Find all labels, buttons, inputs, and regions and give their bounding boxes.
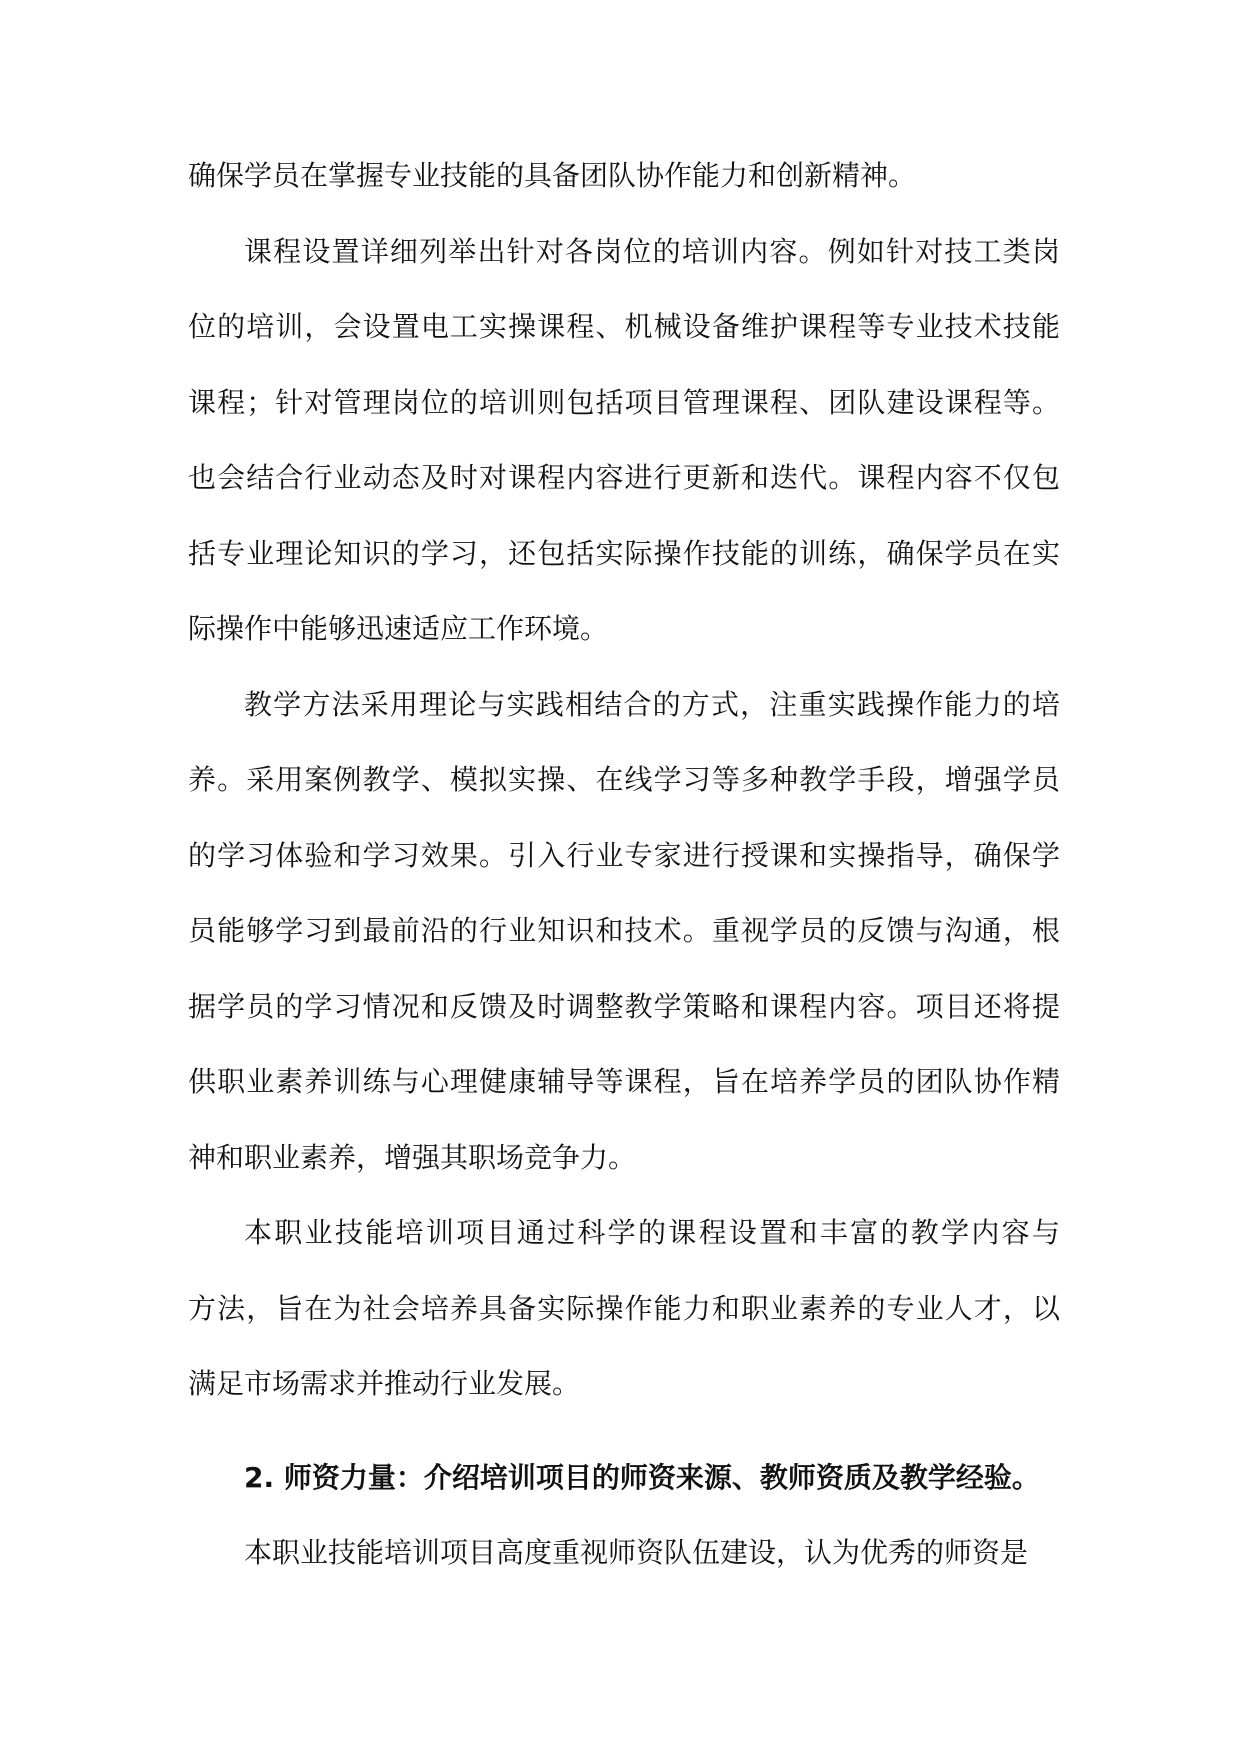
paragraph-line: 员能够学习到最前沿的行业知识和技术。重视学员的反馈与沟通，根 [188, 914, 1060, 947]
paragraph-line: 课程；针对管理岗位的培训则包括项目管理课程、团队建设课程等。 [188, 385, 1060, 419]
paragraph-line: 确保学员在掌握专业技能的具备团队协作能力和创新精神。 [188, 159, 917, 192]
paragraph-line: 本职业技能培训项目高度重视师资队伍建设，认为优秀的师资是 [244, 1536, 1029, 1569]
paragraph-line: 神和职业素养，增强其职场竞争力。 [188, 1140, 637, 1174]
section-heading: 2. 师资力量：介绍培训项目的师资来源、教师资质及教学经验。 [244, 1460, 1040, 1494]
paragraph-line: 本职业技能培训项目通过科学的课程设置和丰富的教学内容与 [244, 1216, 1060, 1249]
paragraph-line: 供职业素养训练与心理健康辅导等课程，旨在培养学员的团队协作精 [188, 1065, 1060, 1098]
paragraph-line: 际操作中能够迅速适应工作环境。 [188, 612, 609, 645]
paragraph-line: 的学习体验和学习效果。引入行业专家进行授课和实操指导，确保学 [188, 838, 1060, 872]
paragraph-line: 课程设置详细列举出针对各岗位的培训内容。例如针对技工类岗 [244, 234, 1060, 268]
paragraph-line: 教学方法采用理论与实践相结合的方式，注重实践操作能力的培 [244, 687, 1060, 721]
paragraph-line: 养。采用案例教学、模拟实操、在线学习等多种教学手段，增强学员 [188, 763, 1060, 796]
paragraph-line: 括专业理论知识的学习，还包括实际操作技能的训练，确保学员在实 [188, 536, 1060, 570]
paragraph-line: 满足市场需求并推动行业发展。 [188, 1367, 581, 1400]
paragraph-line: 方法，旨在为社会培养具备实际操作能力和职业素养的专业人才，以 [188, 1291, 1060, 1325]
document-page [188, 138, 1060, 1591]
paragraph-line: 也会结合行业动态及时对课程内容进行更新和迭代。课程内容不仅包 [188, 461, 1060, 494]
paragraph-line: 据学员的学习情况和反馈及时调整教学策略和课程内容。项目还将提 [188, 989, 1060, 1023]
paragraph-line: 位的培训，会设置电工实操课程、机械设备维护课程等专业技术技能 [188, 310, 1060, 343]
